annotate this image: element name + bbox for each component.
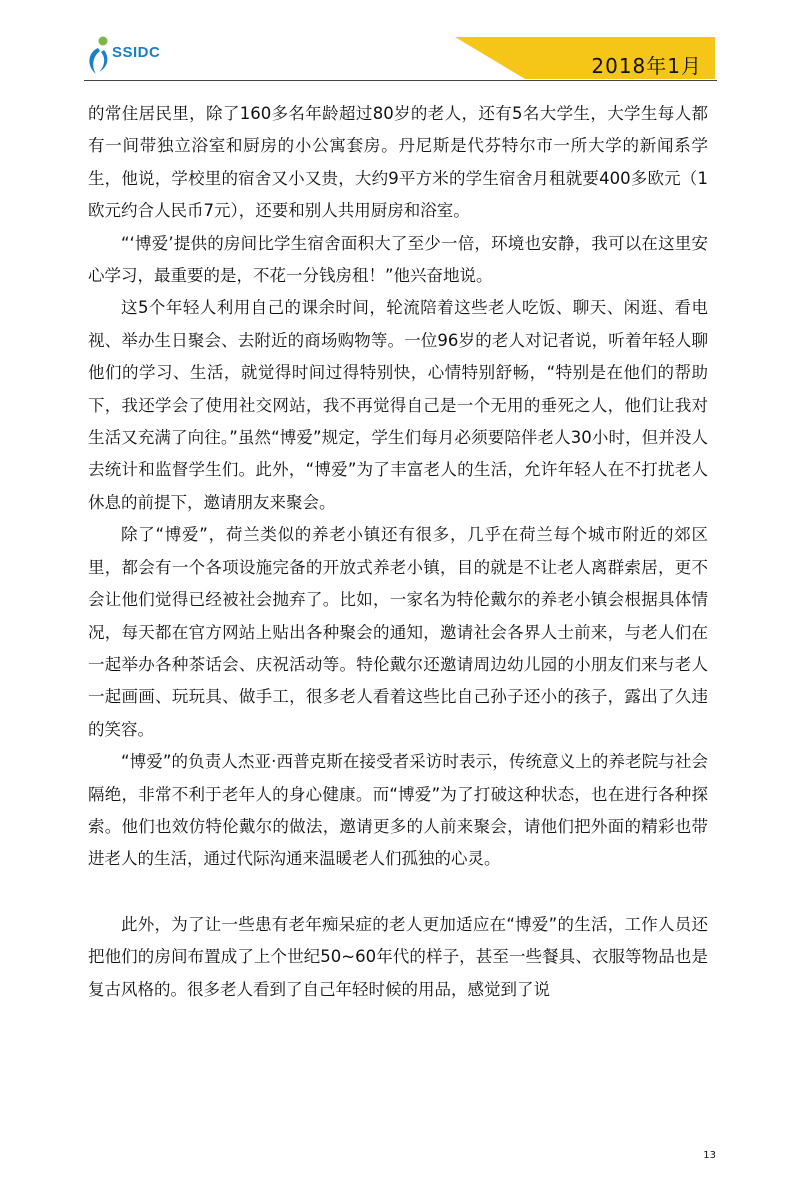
article-body bbox=[88, 98, 708, 1006]
paragraph-1: 的常住居民里，除了160多名年龄超过80岁的老人，还有5名大学生，大学生每人都有一间带独立浴室和厨房的小公寓套房。丹尼斯是代芬特尔市一所大学的新闻系学生，他说，学校里的宿舍又小又贵，大约9平方米的学生宿舍月租就要400多欧元（1欧元约合人民币7元），还要和别人共用厨房和浴室。 bbox=[88, 104, 708, 221]
logo-text: SSIDC bbox=[112, 44, 161, 61]
paragraph-6: 此外，为了让一些患有老年痴呆症的老人更加适应在“博爱”的生活，工作人员还把他们的房间布置成了上个世纪50~60年代的样子，甚至一些餐具、衣服等物品也是复古风格的。很多老人看到了自己年轻时候的用品，感觉到了说 bbox=[88, 914, 708, 999]
logo-figure-icon bbox=[84, 32, 114, 78]
header-date: 2018年1月 bbox=[591, 54, 702, 78]
header-rule bbox=[84, 80, 717, 81]
page-header bbox=[0, 0, 790, 90]
paragraph-3: 这5个年轻人利用自己的课余时间，轮流陪着这些老人吃饭、聊天、闲逛、看电视、举办生日聚会、去附近的商场购物等。一位96岁的老人对记者说，听着年轻人聊他们的学习、生活，就觉得时间过得特别快，心情特别舒畅，“特别是在他们的帮助下，我还学会了使用社交网站，我不再觉得自己是一个无用的垂死之人，他们让我对生活又充满了向往。”虽然“博爱”规定，学生们每月必须要陪伴老人30小时，但并没人去统计和监督学生们。此外，“博爱”为了丰富老人的生活，允许年轻人在不打扰老人休息的前提下，邀请朋友来聚会。 bbox=[88, 298, 708, 512]
paragraph-2: “‘博爱’提供的房间比学生宿舍面积大了至少一倍，环境也安静，我可以在这里安心学习，最重要的是，不花一分钱房租！”他兴奋地说。 bbox=[88, 233, 708, 286]
paragraph-4: 除了“博爱”，荷兰类似的养老小镇还有很多，几乎在荷兰每个城市附近的郊区里，都会有一个各项设施完备的开放式养老小镇，目的就是不让老人离群索居，更不会让他们觉得已经被社会抛弃了。比如，一家名为特伦戴尔的养老小镇会根据具体情况，每天都在官方网站上贴出各种聚会的通知，邀请社会各界人士前来，与老人们在一起举办各种茶话会、庆祝活动等。特伦戴尔还邀请周边幼儿园的小朋友们来与老人一起画画、玩玩具、做手工，很多老人看着这些比自己孙子还小的孩子，露出了久违的笑容。 bbox=[88, 525, 708, 739]
paragraph-5: “博爱”的负责人杰亚·西普克斯在接受者采访时表示，传统意义上的养老院与社会隔绝，非常不利于老年人的身心健康。而“博爱”为了打破这种状态，也在进行各种探索。他们也效仿特伦戴尔的做法，邀请更多的人前来聚会，请他们把外面的精彩也带进老人的生活，通过代际沟通来温暖老人们孤独的心灵。 bbox=[88, 752, 708, 869]
page-number: 13 bbox=[703, 1150, 716, 1161]
ssidc-logo bbox=[84, 32, 184, 78]
